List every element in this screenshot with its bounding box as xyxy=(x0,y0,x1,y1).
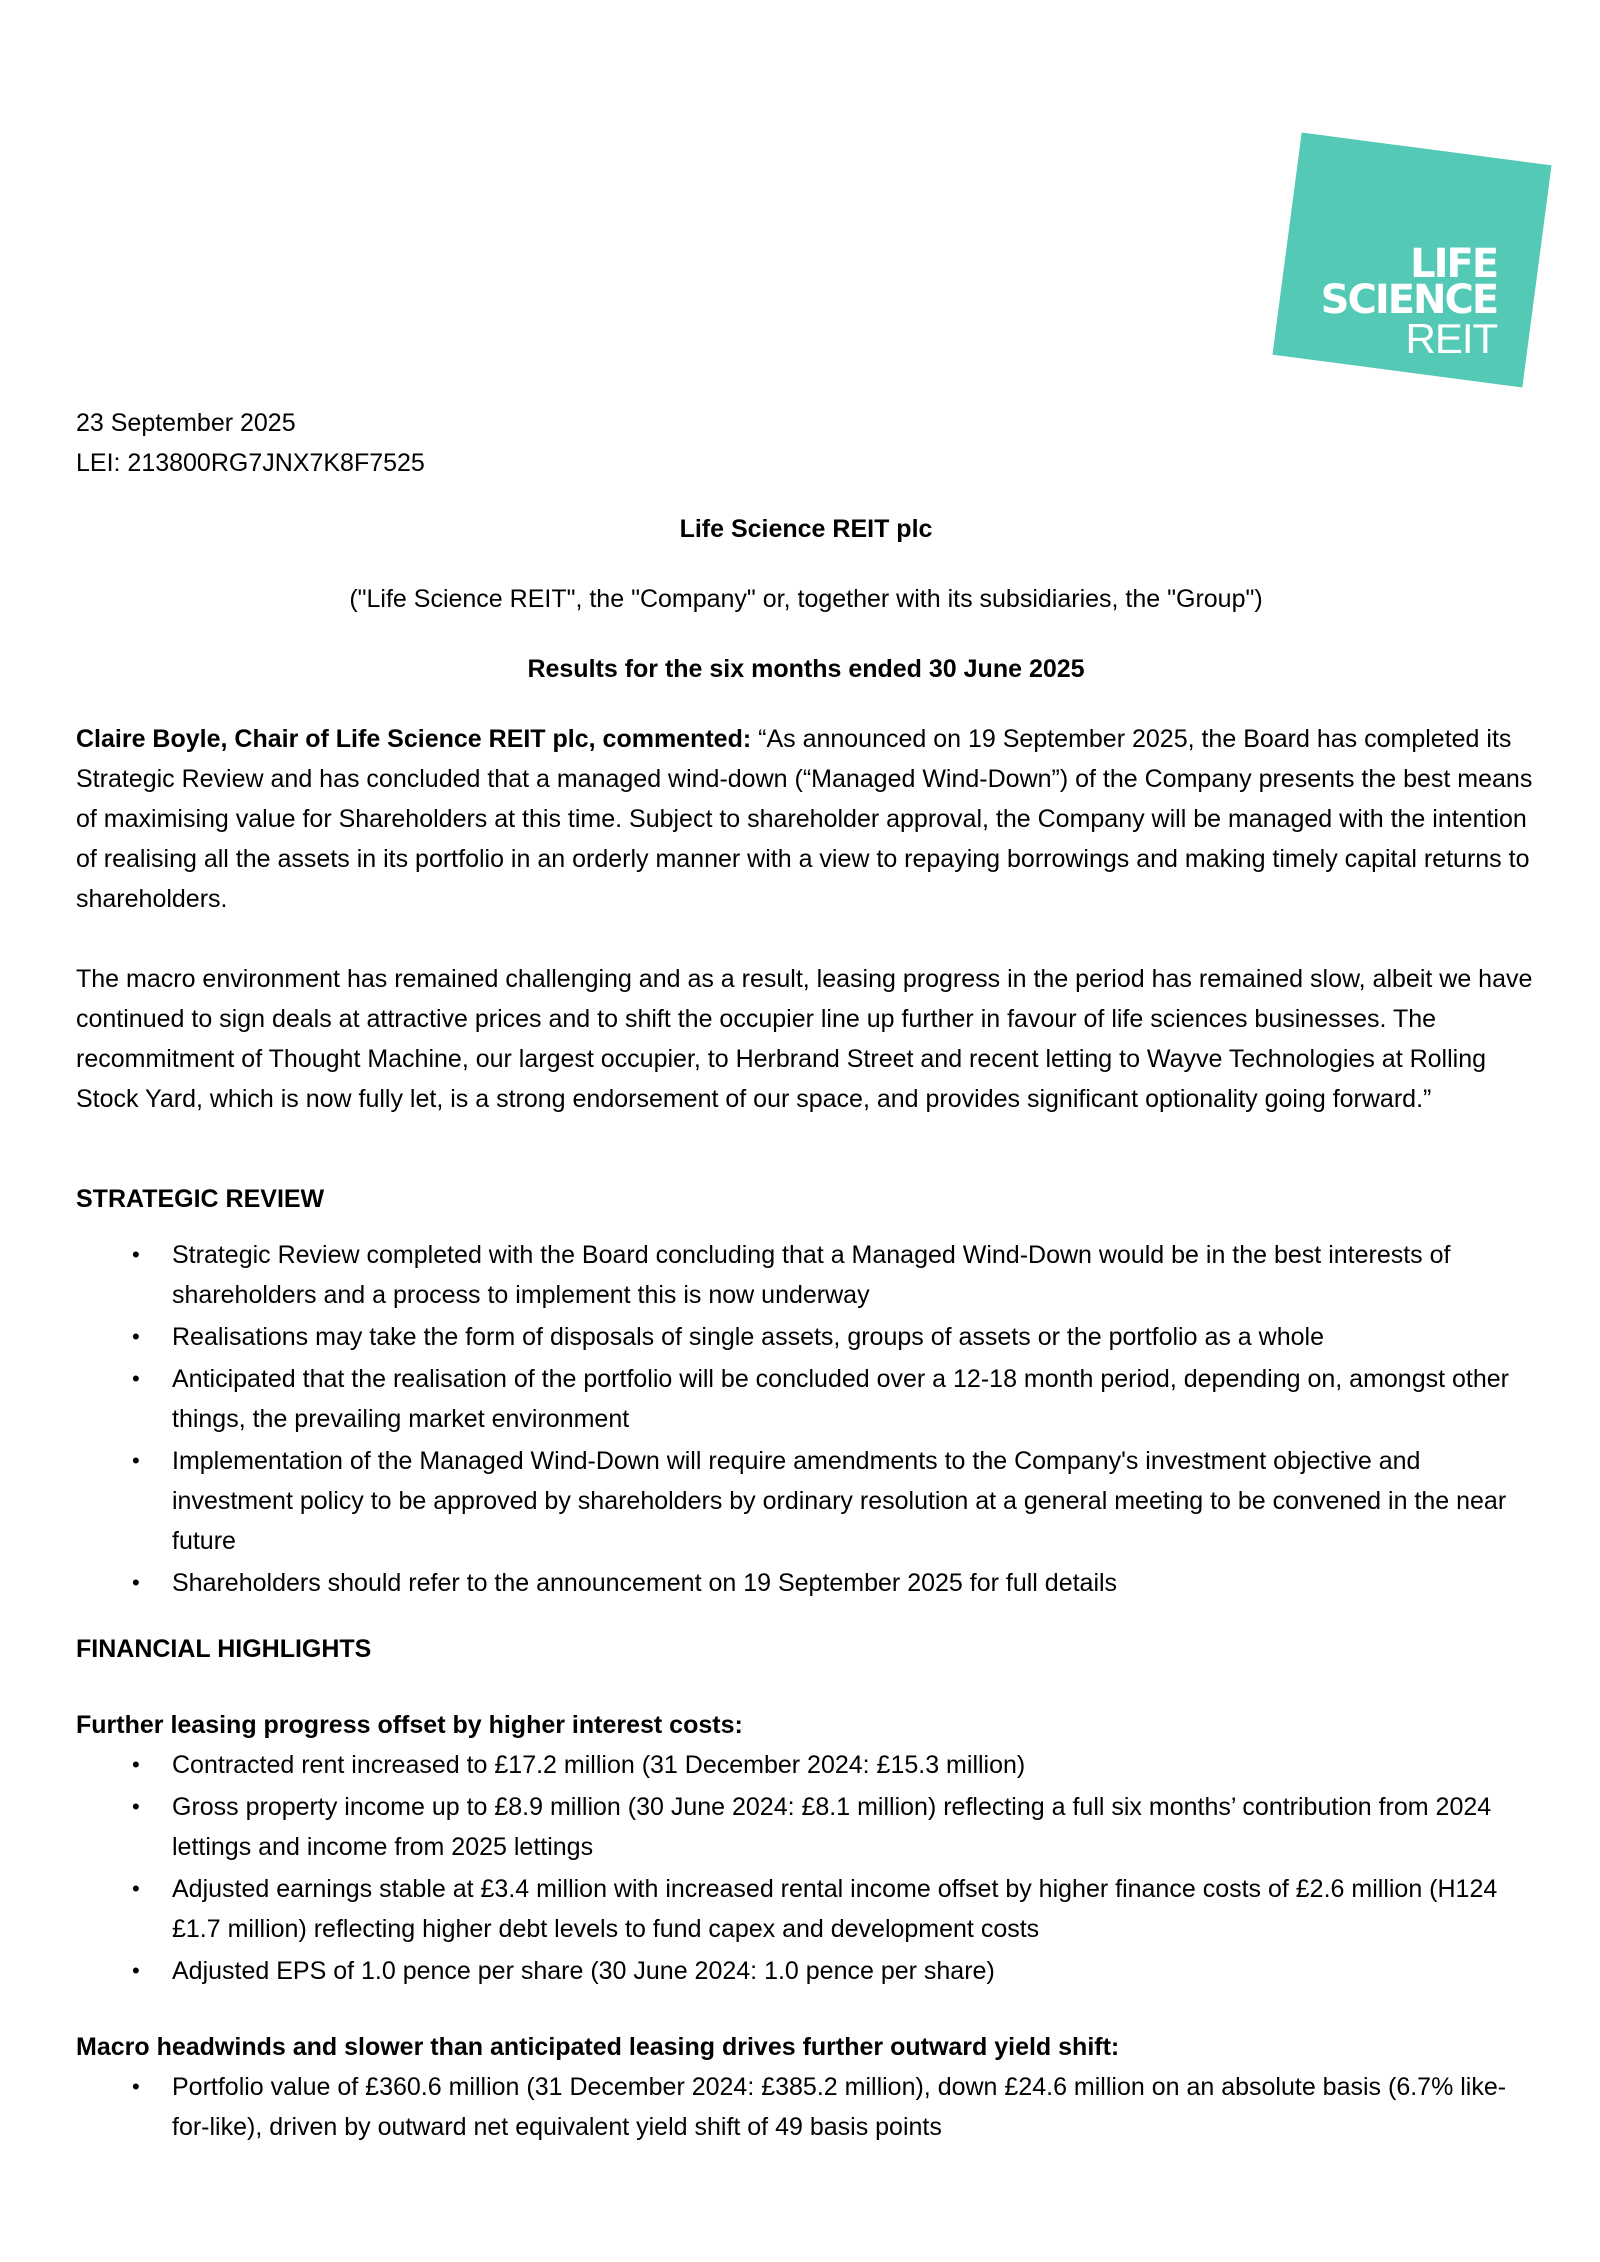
bullet-icon: • xyxy=(132,1448,140,1473)
bullet-icon: • xyxy=(132,1752,140,1777)
list-item-text: Anticipated that the realisation of the portfolio will be concluded over a 12-18 month period, depending on, amongst other things, the prevailing market environment xyxy=(172,1365,1509,1433)
list-item-text: Realisations may take the form of disposals of single assets, groups of assets or the portfolio as a whole xyxy=(172,1323,1324,1351)
bullet-icon: • xyxy=(132,1324,140,1349)
bullet-icon: • xyxy=(132,1794,140,1819)
macro-headwinds-subheading: Macro headwinds and slower than anticipated leasing drives further outward yield shift: xyxy=(76,2033,1120,2061)
strategic-review-list xyxy=(76,1235,1536,1603)
company-definition: ("Life Science REIT", the "Company" or, together with its subsidiaries, the "Group") xyxy=(349,585,1263,613)
bullet-icon: • xyxy=(132,1366,140,1391)
list-item-text: Gross property income up to £8.9 million (30 June 2024: £8.1 million) reflecting a full six months’ contribution from 2024 lettings and income from 2025 lettings xyxy=(172,1793,1492,1861)
results-title: Results for the six months ended 30 June 2025 xyxy=(527,655,1085,683)
financial-highlights-heading: FINANCIAL HIGHLIGHTS xyxy=(76,1635,372,1663)
list-item xyxy=(76,1235,1536,1315)
list-item xyxy=(76,1563,1536,1603)
list-item xyxy=(76,1951,1536,1991)
list-item-text: Contracted rent increased to £17.2 million (31 December 2024: £15.3 million) xyxy=(172,1751,1026,1779)
company-logo xyxy=(1272,133,1551,388)
strategic-review-heading: STRATEGIC REVIEW xyxy=(76,1185,325,1213)
chair-comment-speaker: Claire Boyle, Chair of Life Science REIT plc, commented: xyxy=(76,725,752,753)
list-item xyxy=(76,1359,1536,1439)
list-item-text: Strategic Review completed with the Board concluding that a Managed Wind-Down would be in the best interests of shareholders and a process to implement this is now underway xyxy=(172,1241,1451,1309)
release-date: 23 September 2025 xyxy=(76,409,296,437)
chair-comment-text-1: “As announced on 19 September 2025, the Board has completed its Strategic Review and has concluded that a managed wind-down (“Managed Wind-Down”) of the Company presents the best means of maximising value for Shareholders at this time. Subject to shareholder approval, the Company will be managed with the intention of realising all the assets in its portfolio in an orderly manner with a view to repaying borrowings and making timely capital returns to shareholders. xyxy=(76,725,1533,913)
list-item-text: Implementation of the Managed Wind-Down will require amendments to the Company's investment objective and investment policy to be approved by shareholders by ordinary resolution at a general meeting to be convened in the near future xyxy=(172,1447,1507,1555)
list-item-text: Portfolio value of £360.6 million (31 December 2024: £385.2 million), down £24.6 million on an absolute basis (6.7% like-for-like), driven by outward net equivalent yield shift of 49 basis points xyxy=(172,2073,1507,2141)
lei-code: LEI: 213800RG7JNX7K8F7525 xyxy=(76,449,425,477)
list-item xyxy=(76,1869,1536,1949)
logo-text-reit: REIT xyxy=(1406,315,1498,363)
list-item-text: Shareholders should refer to the announcement on 19 September 2025 for full details xyxy=(172,1569,1118,1597)
chair-comment-paragraph-1 xyxy=(76,719,1536,919)
logo-text-science: SCIENCE xyxy=(1321,277,1498,324)
leasing-progress-list xyxy=(76,1745,1536,1991)
document-body xyxy=(76,403,1536,2149)
list-item xyxy=(76,1787,1536,1867)
list-item xyxy=(76,1441,1536,1561)
list-item xyxy=(76,2067,1536,2147)
list-item xyxy=(76,1317,1536,1357)
bullet-icon: • xyxy=(132,2074,140,2099)
macro-headwinds-list xyxy=(76,2067,1536,2147)
bullet-icon: • xyxy=(132,1876,140,1901)
bullet-icon: • xyxy=(132,1958,140,1983)
bullet-icon: • xyxy=(132,1570,140,1595)
list-item xyxy=(76,1745,1536,1785)
bullet-icon: • xyxy=(132,1242,140,1267)
list-item-text: Adjusted earnings stable at £3.4 million with increased rental income offset by higher finance costs of £2.6 million (H124 £1.7 million) reflecting higher debt levels to fund capex and development costs xyxy=(172,1875,1498,1943)
logo-text-life: LIFE xyxy=(1410,241,1498,288)
list-item-text: Adjusted EPS of 1.0 pence per share (30 June 2024: 1.0 pence per share) xyxy=(172,1957,995,1985)
logo-wordmark xyxy=(1321,241,1498,363)
company-name-heading: Life Science REIT plc xyxy=(679,515,933,543)
chair-comment-paragraph-2: The macro environment has remained challenging and as a result, leasing progress in the period has remained slow, albeit we have continued to sign deals at attractive prices and to shift the occupier line up further in favour of life sciences businesses. The recommitment of Thought Machine, our largest occupier, to Herbrand Street and recent letting to Wayve Technologies at Rolling Stock Yard, which is now fully let, is a strong endorsement of our space, and provides significant optionality going forward.” xyxy=(76,965,1533,1113)
leasing-progress-subheading: Further leasing progress offset by higher interest costs: xyxy=(76,1711,743,1739)
